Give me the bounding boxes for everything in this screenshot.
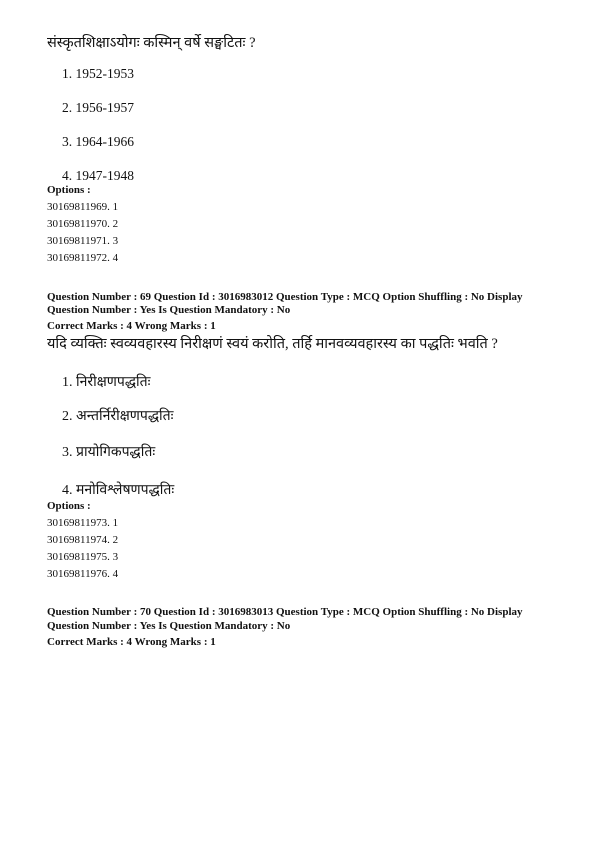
q68-option-id-4: 30169811972. 4 bbox=[47, 252, 119, 264]
q69-meta-line-1: Question Number : 69 Question Id : 3016983012 Question Type : MCQ Option Shuffling : No Display bbox=[47, 291, 523, 303]
q68-option-id-2: 30169811970. 2 bbox=[47, 218, 119, 230]
q69-option-2: 2. अन्तर्निरीक्षणपद्धतिः bbox=[62, 409, 174, 424]
q69-option-id-4: 30169811976. 4 bbox=[47, 568, 119, 580]
q69-meta-line-2: Question Number : Yes Is Question Mandatory : No bbox=[47, 304, 291, 316]
q69-option-4: 4. मनोविश्लेषणपद्धतिः bbox=[62, 483, 175, 498]
q68-option-2: 2. 1956-1957 bbox=[62, 100, 134, 115]
q69-meta-line-3: Correct Marks : 4 Wrong Marks : 1 bbox=[47, 320, 216, 332]
q70-meta-line-1: Question Number : 70 Question Id : 3016983013 Question Type : MCQ Option Shuffling : No Display bbox=[47, 606, 523, 618]
q68-option-4: 4. 1947-1948 bbox=[62, 168, 134, 183]
q68-option-1: 1. 1952-1953 bbox=[62, 66, 134, 81]
q68-option-id-3: 30169811971. 3 bbox=[47, 235, 119, 247]
q68-option-id-1: 30169811969. 1 bbox=[47, 201, 119, 213]
q68-options-label: Options : bbox=[47, 184, 91, 196]
q68-option-3: 3. 1964-1966 bbox=[62, 134, 134, 149]
question-69-text: यदि व्यक्तिः स्वव्यवहारस्य निरीक्षणं स्वयं करोति, तर्हि मानवव्यवहारस्य का पद्धतिः भवति ? bbox=[47, 336, 498, 352]
q69-options-label: Options : bbox=[47, 500, 91, 512]
q69-option-id-2: 30169811974. 2 bbox=[47, 534, 119, 546]
q69-option-id-1: 30169811973. 1 bbox=[47, 517, 119, 529]
q69-option-id-3: 30169811975. 3 bbox=[47, 551, 119, 563]
q70-meta-line-3: Correct Marks : 4 Wrong Marks : 1 bbox=[47, 636, 216, 648]
q69-option-1: 1. निरीक्षणपद्धतिः bbox=[62, 375, 151, 390]
question-68-text: संस्कृतशिक्षाऽयोगः कस्मिन् वर्षे सङ्घटितः ? bbox=[47, 35, 256, 51]
q69-option-3: 3. प्रायोगिकपद्धतिः bbox=[62, 445, 156, 460]
q70-meta-line-2: Question Number : Yes Is Question Mandatory : No bbox=[47, 620, 291, 632]
